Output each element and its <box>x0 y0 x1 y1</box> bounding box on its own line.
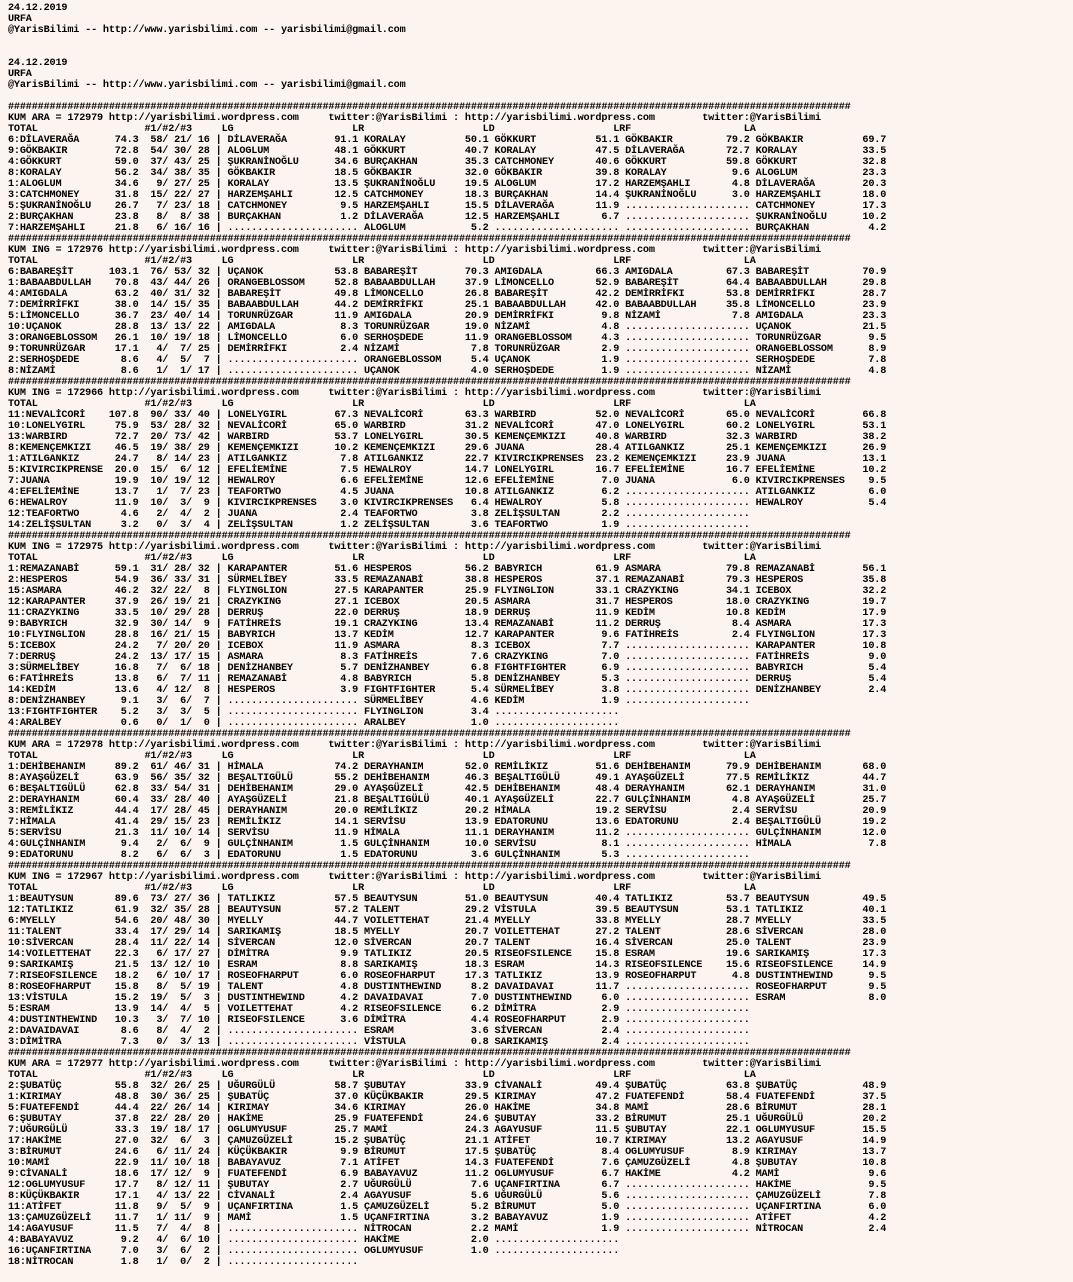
horse-row: 6:ŞUBUTAY 37.8 22/ 28/ 20 | HAKİME 25.9 FUATEFENDİ 24.6 ŞUBUTAY 33.2 BİRUMUT 25.1 UĞURGÜLÜ 20.2 <box>8 1114 887 1125</box>
race-header-line: KUM ARA = 172977 http://yarisbilimi.wordpress.com twitter:@YarisBilimi : http://yarisbilimi.wordpress.com twitter:@YarisBilimi <box>8 1059 821 1070</box>
horse-row: 12:OGLUMYUSUF 17.7 8/ 12/ 11 | ŞUBUTAY 2.7 UĞURGÜLÜ 7.6 UÇANFIRTINA 6.7 ..................... HAKİME 9.5 <box>8 1180 887 1191</box>
horse-row: 8:NİZAMİ 8.6 1/ 1/ 17 | ...................... UÇANOK 4.0 SERHOŞDEDE 1.9 ..................... NİZAMİ 4.8 <box>8 366 887 377</box>
horse-row: 2:BURÇAKHAN 23.8 8/ 8/ 38 | BURÇAKHAN 1.2 DİLAVERAĞA 12.5 HARZEMŞAHLI 6.7 ..................... ŞUKRANİNOĞLU 10.2 <box>8 212 887 223</box>
horse-row: 3:REMİLİKIZ 44.4 17/ 28/ 45 | DERAYHANIM 20.0 REMİLİKIZ 20.2 HİMALA 19.2 SERVİSU 2.4 SERVİSU 20.9 <box>8 806 887 817</box>
text-line: URFA <box>8 69 32 80</box>
horse-row: 2:SERHOŞDEDE 8.6 4/ 5/ 7 | ...................... ORANGEBLOSSOM 5.4 UÇANOK 1.9 ..................... SERHOŞDEDE 7.8 <box>8 355 887 366</box>
separator-line: ############################################################################################################################################## <box>8 234 851 245</box>
horse-row: 12:KARAPANTER 37.9 26/ 19/ 21 | CRAZYKING 27.1 ICEBOX 20.5 ASMARA 31.7 HESPEROS 18.0 CRAZYKING 19.7 <box>8 597 887 608</box>
contact-line: @YarisBilimi -- http://www.yarisbilimi.com -- yarisbilimi@gmail.com <box>8 25 406 36</box>
text-line: 24.12.2019 <box>8 3 68 14</box>
horse-row: 3:SÜRMELİBEY 16.8 7/ 6/ 18 | DENİZHANBEY 5.7 DENİZHANBEY 6.8 FIGHTFIGHTER 6.9 ..................... BABYRICH 5.4 <box>8 663 887 674</box>
horse-row: 8:KÜÇÜKBAKIR 17.1 4/ 13/ 22 | CİVANALİ 2.4 AGAYUSUF 5.6 UĞURGÜLÜ 5.6 ..................... ÇAMUZGÜZELİ 7.8 <box>8 1191 887 1202</box>
blank-line <box>8 91 1073 102</box>
horse-row: 2:DERAYHANIM 60.4 33/ 28/ 40 | AYAŞGÜZELİ 21.8 BEŞALTIGÜLÜ 40.1 AYAŞGÜZELİ 22.7 GULÇİNHANIM 4.8 AYAŞGÜZELİ 25.7 <box>8 795 887 806</box>
blank-line <box>8 36 1073 47</box>
horse-row: 7:JUANA 19.9 10/ 19/ 12 | HEWALROY 6.6 EFELİEMİNE 12.6 EFELİEMİNE 7.0 JUANA 6.0 KIVIRCIKPRENSES 9.5 <box>8 476 887 487</box>
horse-row: 5:LİMONCELLO 36.7 23/ 40/ 14 | TORUNRÜZGAR 11.9 AMIGDALA 20.9 DEMİRRİFKI 9.8 NİZAMİ 7.8 AMIGDALA 23.3 <box>8 311 887 322</box>
horse-row: 18:NİTROCAN 1.8 1/ 0/ 2 | ...................... <box>8 1257 359 1268</box>
horse-row: 8:KEMENÇEMKIZI 46.5 19/ 38/ 29 | KEMENÇEMKIZI 10.2 KEMENÇEMKIZI 29.6 JUANA 28.4 ATILGANKIZ 25.1 KEMENÇEMKIZI 26.9 <box>8 443 887 454</box>
horse-row: 14:AGAYUSUF 11.5 7/ 4/ 8 | ...................... NİTROCAN 2.2 MAMİ 1.9 ..................... NİTROCAN 2.4 <box>8 1224 887 1235</box>
column-header-line: TOTAL #1/#2/#3 LG LR LD LRF LA <box>8 883 756 894</box>
horse-row: 6:MYELLY 54.6 20/ 48/ 30 | MYELLY 44.7 VOILETTEHAT 21.4 MYELLY 33.8 MYELLY 28.7 MYELLY 33.5 <box>8 916 887 927</box>
horse-row: 9:GÖKBAKIR 72.8 54/ 30/ 28 | ALOGLUM 48.1 GÖKKURT 40.7 KORALAY 47.5 DİLAVERAĞA 72.7 KORALAY 33.5 <box>8 146 887 157</box>
horse-row: 5:SERVİSU 21.3 11/ 10/ 14 | SERVİSU 11.9 HİMALA 11.1 DERAYHANIM 11.2 ..................... GULÇİNHANIM 12.0 <box>8 828 887 839</box>
horse-row: 6:HEWALROY 11.9 10/ 3/ 9 | KIVIRCIKPRENSES 3.0 KIVIRCIKPRENSES 6.4 HEWALROY 5.8 ..................... HEWALROY 5.4 <box>8 498 887 509</box>
horse-row: 10:FLYINGLION 28.8 16/ 21/ 15 | BABYRICH 13.7 KEDİM 12.7 KARAPANTER 9.6 FATİHREİS 2.4 FLYINGLION 17.3 <box>8 630 887 641</box>
horse-row: 2:DAVAIDAVAI 8.6 8/ 4/ 2 | ...................... ESRAM 3.6 SİVERCAN 2.4 ..................... <box>8 1026 750 1037</box>
horse-row: 1:REMAZANABİ 59.1 31/ 28/ 32 | KARAPANTER 51.6 HESPEROS 56.2 BABYRICH 61.9 ASMARA 79.8 REMAZANABİ 56.1 <box>8 564 887 575</box>
horse-row: 9:SARIKAMIŞ 21.5 13/ 12/ 10 | ESRAM 8.8 SARIKAMIŞ 18.3 ESRAM 14.3 RISEOFSILENCE 15.6 RISEOFSILENCE 14.9 <box>8 960 887 971</box>
horse-row: 7:DERRUŞ 24.2 13/ 17/ 15 | ASMARA 8.3 FATİHREİS 7.6 CRAZYKING 7.0 ..................... FATİHREİS 9.0 <box>8 652 887 663</box>
blank-line <box>8 47 1073 58</box>
horse-row: 10:UÇANOK 28.8 13/ 13/ 22 | AMIGDALA 8.3 TORUNRÜZGAR 19.0 NİZAMİ 4.8 ..................... UÇANOK 21.5 <box>8 322 887 333</box>
horse-row: 9:EDATORUNU 8.2 6/ 6/ 3 | EDATORUNU 1.5 EDATORUNU 3.6 GULÇİNHANIM 5.3 ..................... <box>8 850 750 861</box>
horse-row: 2:HESPEROS 54.9 36/ 33/ 31 | SÜRMELİBEY 33.5 REMAZANABİ 38.8 HESPEROS 37.1 REMAZANABİ 79.3 HESPEROS 35.8 <box>8 575 887 586</box>
horse-row: 5:FUATEFENDİ 44.4 22/ 26/ 14 | KIRIMAY 34.6 KIRIMAY 26.0 HAKİME 34.8 MAMİ 28.6 BİRUMUT 28.1 <box>8 1103 887 1114</box>
horse-row: 3:DİMİTRA 7.3 0/ 3/ 13 | ...................... VİSTULA 0.8 SARIKAMIŞ 2.4 ..................... <box>8 1037 750 1048</box>
contact-line: @YarisBilimi -- http://www.yarisbilimi.com -- yarisbilimi@gmail.com <box>8 80 406 91</box>
horse-row: 4:DUSTINTHEWIND 10.3 3/ 7/ 10 | RISEOFSILENCE 3.6 DİMİTRA 4.4 ROSEOFHARPUT 2.9 ..................... <box>8 1015 750 1026</box>
race-header-line: KUM ARA = 172979 http://yarisbilimi.wordpress.com twitter:@YarisBilimi : http://yarisbilimi.wordpress.com twitter:@YarisBilimi <box>8 113 821 124</box>
race-header-line: KUM ING = 172966 http://yarisbilimi.wordpress.com twitter:@YarisBilimi : http://yarisbilimi.wordpress.com twitter:@YarisBilimi <box>8 388 821 399</box>
horse-row: 4:BABAYAVUZ 9.2 4/ 6/ 10 | ...................... HAKİME 2.0 ..................... <box>8 1235 620 1246</box>
horse-row: 5:ESRAM 13.9 14/ 4/ 5 | VOILETTEHAT 4.2 RISEOFSILENCE 6.2 DİMİTRA 2.9 ..................... <box>8 1004 750 1015</box>
horse-row: 8:DENİZHANBEY 9.1 3/ 6/ 7 | ...................... SÜRMELİBEY 4.6 KEDİM 1.9 ..................... <box>8 696 750 707</box>
separator-line: ############################################################################################################################################## <box>8 377 851 388</box>
horse-row: 8:KORALAY 56.2 34/ 38/ 35 | GÖKBAKIR 18.5 GÖKBAKIR 32.0 GÖKBAKIR 39.8 KORALAY 9.6 ALOGLUM 23.3 <box>8 168 887 179</box>
horse-row: 1:BEAUTYSUN 89.6 73/ 27/ 36 | TATLIKIZ 57.5 BEAUTYSUN 51.0 BEAUTYSUN 40.4 TATLIKIZ 53.7 BEAUTYSUN 49.5 <box>8 894 887 905</box>
horse-row: 8:AYAŞGÜZELİ 63.9 56/ 35/ 32 | BEŞALTIGÜLÜ 55.2 DEHİBEHANIM 46.3 BEŞALTIGÜLÜ 49.1 AYAŞGÜZELİ 77.5 REMİLİKIZ 44.7 <box>8 773 887 784</box>
horse-row: 17:HAKİME 27.0 32/ 6/ 3 | ÇAMUZGÜZELİ 15.2 ŞUBATÜÇ 21.1 ATİFET 10.7 KIRIMAY 13.2 AGAYUSUF 14.9 <box>8 1136 887 1147</box>
separator-line: ############################################################################################################################################## <box>8 729 851 740</box>
race-header-line: KUM ING = 172967 http://yarisbilimi.wordpress.com twitter:@YarisBilimi : http://yarisbilimi.wordpress.com twitter:@YarisBilimi <box>8 872 821 883</box>
horse-row: 6:FATİHREİS 13.8 6/ 7/ 11 | REMAZANABİ 4.8 BABYRICH 5.8 DENİZHANBEY 5.3 ..................... DERRUŞ 5.4 <box>8 674 887 685</box>
horse-row: 6:BEŞALTIGÜLÜ 62.8 33/ 54/ 31 | DEHİBEHANIM 29.0 AYAŞGÜZELİ 42.5 DEHİBEHANIM 48.4 DERAYHANIM 62.1 DERAYHANIM 31.0 <box>8 784 887 795</box>
horse-row: 12:TEAFORTWO 4.6 2/ 4/ 2 | JUANA 2.4 TEAFORTWO 3.8 ZELİŞSULTAN 2.2 ..................... <box>8 509 750 520</box>
horse-row: 4:ARALBEY 0.6 0/ 1/ 0 | ...................... ARALBEY 1.0 ..................... <box>8 718 620 729</box>
race-header-line: KUM ING = 172975 http://yarisbilimi.wordpress.com twitter:@YarisBilimi : http://yarisbilimi.wordpress.com twitter:@YarisBilimi <box>8 542 821 553</box>
column-header-line: TOTAL #1/#2/#3 LG LR LD LRF LA <box>8 399 756 410</box>
column-header-line: TOTAL #1/#2/#3 LG LR LD LRF LA <box>8 1070 756 1081</box>
horse-row: 16:UÇANFIRTINA 7.0 3/ 6/ 2 | ...................... OGLUMYUSUF 1.0 ..................... <box>8 1246 620 1257</box>
horse-row: 9:CİVANALİ 18.6 17/ 12/ 9 | FUATEFENDİ 6.9 BABAYAVUZ 11.2 OGLUMYUSUF 6.7 HAKİME 4.2 MAMİ 9.6 <box>8 1169 887 1180</box>
horse-row: 5:KIVIRCIKPRENSE 20.0 15/ 6/ 12 | EFELİEMİNE 7.5 HEWALROY 14.7 LONELYGIRL 16.7 EFELİEMİNE 16.7 EFELİEMİNE 10.2 <box>8 465 887 476</box>
horse-row: 4:GÖKKURT 59.0 37/ 43/ 25 | ŞUKRANİNOĞLU 34.6 BURÇAKHAN 35.3 CATCHMONEY 40.6 GÖKKURT 59.8 GÖKKURT 32.8 <box>8 157 887 168</box>
horse-row: 7:DEMİRRİFKI 38.0 14/ 15/ 35 | BABAABDULLAH 44.2 DEMİRRİFKI 25.1 BABAABDULLAH 42.0 BABAABDULLAH 35.8 LİMONCELLO 23.9 <box>8 300 887 311</box>
horse-row: 4:AMIGDALA 63.2 40/ 31/ 32 | BABAREŞİT 49.8 LİMONCELLO 26.8 BABAREŞİT 42.2 DEMİRRİFKI 53.8 DEMİRRİFKI 28.7 <box>8 289 887 300</box>
horse-row: 7:HİMALA 41.4 29/ 15/ 23 | REMİLİKIZ 14.1 SERVİSU 13.9 EDATORUNU 13.6 EDATORUNU 2.4 BEŞALTIGÜLÜ 19.2 <box>8 817 887 828</box>
column-header-line: TOTAL #1/#2/#3 LG LR LD LRF LA <box>8 751 756 762</box>
horse-row: 9:TORUNRÜZGAR 17.1 4/ 7/ 25 | DEMİRRİFKI 2.4 NİZAMİ 7.8 TORUNRÜZGAR 2.9 ..................... ORANGEBLOSSOM 8.9 <box>8 344 887 355</box>
horse-row: 11:CRAZYKING 33.5 10/ 29/ 28 | DERRUŞ 22.0 DERRUŞ 18.9 DERRUŞ 11.9 KEDİM 10.8 KEDİM 17.9 <box>8 608 887 619</box>
horse-row: 14:VOILETTEHAT 22.3 6/ 17/ 27 | DİMİTRA 9.9 TATLIKIZ 20.5 RISEOFSILENCE 15.8 ESRAM 19.6 SARIKAMIŞ 17.3 <box>8 949 887 960</box>
horse-row: 1:ATILGANKIZ 24.7 8/ 14/ 23 | ATILGANKIZ 7.8 ATILGANKIZ 22.7 KIVIRCIKPRENSES 23.2 KEMENÇEMKIZI 23.9 JUANA 13.1 <box>8 454 887 465</box>
horse-row: 4:GULÇİNHANIM 9.4 2/ 6/ 9 | GULÇİNHANIM 1.5 GULÇİNHANIM 10.0 SERVİSU 8.1 ..................... HİMALA 7.8 <box>8 839 887 850</box>
horse-row: 7:RISEOFSILENCE 18.2 6/ 10/ 17 | ROSEOFHARPUT 6.0 ROSEOFHARPUT 17.3 TATLIKIZ 13.9 ROSEOFHARPUT 4.8 DUSTINTHEWIND 9.5 <box>8 971 887 982</box>
horse-row: 14:ZELİŞSULTAN 3.2 0/ 3/ 4 | ZELİŞSULTAN 1.2 ZELİŞSULTAN 3.6 TEAFORTWO 1.9 ..................... <box>8 520 750 531</box>
horse-row: 5:ICEBOX 24.2 7/ 20/ 20 | ICEBOX 11.9 ASMARA 8.3 ICEBOX 7.7 ..................... KARAPANTER 10.8 <box>8 641 887 652</box>
horse-row: 11:NEVALİCORİ 107.8 90/ 33/ 40 | LONELYGIRL 67.3 NEVALİCORİ 63.3 WARBIRD 52.0 NEVALİCORİ 65.0 NEVALİCORİ 66.8 <box>8 410 887 421</box>
horse-row: 1:DEHİBEHANIM 89.2 61/ 46/ 31 | HİMALA 74.2 DERAYHANIM 52.0 REMİLİKIZ 51.6 DEHİBEHANIM 79.9 DEHİBEHANIM 68.0 <box>8 762 887 773</box>
horse-row: 1:ALOGLUM 34.6 9/ 27/ 25 | KORALAY 13.5 ŞUKRANİNOĞLU 19.5 ALOGLUM 17.2 HARZEMŞAHLI 4.8 DİLAVERAĞA 20.3 <box>8 179 887 190</box>
horse-row: 4:EFELİEMİNE 13.7 1/ 7/ 23 | TEAFORTWO 4.5 JUANA 10.8 ATILGANKIZ 6.2 ..................... ATILGANKIZ 6.0 <box>8 487 887 498</box>
horse-row: 13:VİSTULA 15.2 19/ 5/ 3 | DUSTINTHEWIND 4.2 DAVAIDAVAI 7.0 DUSTINTHEWIND 6.0 ..................... ESRAM 8.0 <box>8 993 887 1004</box>
horse-row: 13:ÇAMUZGÜZELİ 11.7 1/ 11/ 9 | MAMİ 1.5 UÇANFIRTINA 3.2 BABAYAVUZ 1.9 ..................... ATİFET 4.2 <box>8 1213 887 1224</box>
separator-line: ############################################################################################################################################## <box>8 102 851 113</box>
horse-row: 11:ATİFET 11.8 9/ 5/ 9 | UÇANFIRTINA 1.5 ÇAMUZGÜZELİ 5.2 BİRUMUT 5.0 ..................... UÇANFIRTINA 6.0 <box>8 1202 887 1213</box>
horse-row: 10:LONELYGIRL 75.9 53/ 28/ 32 | NEVALİCORİ 65.0 WARBIRD 31.2 NEVALİCORİ 47.0 LONELYGIRL 60.2 LONELYGIRL 53.1 <box>8 421 887 432</box>
race-header-line: KUM ARA = 172978 http://yarisbilimi.wordpress.com twitter:@YarisBilimi : http://yarisbilimi.wordpress.com twitter:@YarisBilimi <box>8 740 821 751</box>
horse-row: 10:MAMİ 22.9 11/ 10/ 18 | BABAYAVUZ 7.1 ATİFET 14.3 FUATEFENDİ 7.6 ÇAMUZGÜZELİ 4.8 ŞUBUTAY 10.8 <box>8 1158 887 1169</box>
horse-row: 9:BABYRICH 32.9 30/ 14/ 9 | FATİHREİS 19.1 CRAZYKING 13.4 REMAZANABİ 11.2 DERRUŞ 8.4 ASMARA 17.3 <box>8 619 887 630</box>
horse-row: 10:SİVERCAN 28.4 11/ 22/ 14 | SİVERCAN 12.0 SİVERCAN 20.7 TALENT 16.4 SİVERCAN 25.0 TALENT 23.9 <box>8 938 887 949</box>
horse-row: 6:DİLAVERAĞA 74.3 58/ 21/ 16 | DİLAVERAĞA 91.1 KORALAY 50.1 GÖKKURT 51.1 GÖKBAKIR 79.2 GÖKBAKIR 69.7 <box>8 135 887 146</box>
horse-row: 11:TALENT 33.4 17/ 29/ 14 | SARIKAMIŞ 18.5 MYELLY 20.7 VOILETTEHAT 27.2 TALENT 28.6 SİVERCAN 28.0 <box>8 927 887 938</box>
horse-row: 5:ŞUKRANİNOĞLU 26.7 7/ 23/ 18 | CATCHMONEY 9.5 HARZEMŞAHLI 15.5 DİLAVERAĞA 11.9 ..................... CATCHMONEY 17.3 <box>8 201 887 212</box>
separator-line: ############################################################################################################################################## <box>8 531 851 542</box>
horse-row: 14:KEDİM 13.6 4/ 12/ 8 | HESPEROS 3.9 FIGHTFIGHTER 5.4 SÜRMELİBEY 3.8 ..................... DENİZHANBEY 2.4 <box>8 685 887 696</box>
horse-row: 13:FIGHTFIGHTER 5.2 3/ 3/ 5 | ...................... FLYINGLION 3.4 ..................... <box>8 707 620 718</box>
horse-row: 8:ROSEOFHARPUT 15.8 8/ 5/ 19 | TALENT 4.8 DUSTINTHEWIND 8.2 DAVAIDAVAI 11.7 ..................... ROSEOFHARPUT 9.5 <box>8 982 887 993</box>
horse-row: 7:UĞURGÜLÜ 33.3 19/ 18/ 17 | OGLUMYUSUF 25.7 MAMİ 24.3 AGAYUSUF 11.5 ŞUBUTAY 22.1 OGLUMYUSUF 15.5 <box>8 1125 887 1136</box>
column-header-line: TOTAL #1/#2/#3 LG LR LD LRF LA <box>8 553 756 564</box>
separator-line: ############################################################################################################################################## <box>8 861 851 872</box>
horse-row: 13:WARBIRD 72.7 20/ 73/ 42 | WARBIRD 53.7 LONELYGIRL 30.5 KEMENÇEMKIZI 40.8 WARBIRD 32.3 WARBIRD 38.2 <box>8 432 887 443</box>
horse-row: 7:HARZEMŞAHLI 21.8 6/ 16/ 16 | ...................... ALOGLUM 5.2 ..................... ..................... BURÇAKHAN 4.2 <box>8 223 887 234</box>
race-header-line: KUM ING = 172976 http://yarisbilimi.wordpress.com twitter:@YarisBilimi : http://yarisbilimi.wordpress.com twitter:@YarisBilimi <box>8 245 821 256</box>
horse-row: 3:CATCHMONEY 31.8 15/ 22/ 27 | HARZEMŞAHLI 12.5 CATCHMONEY 18.3 BURÇAKHAN 14.4 ŞUKRANİNOĞLU 3.0 HARZEMŞAHLI 18.0 <box>8 190 887 201</box>
horse-row: 2:ŞUBATÜÇ 55.8 32/ 26/ 25 | UĞURGÜLÜ 58.7 ŞUBUTAY 33.9 CİVANALİ 49.4 ŞUBATÜÇ 63.8 ŞUBATÜÇ 48.9 <box>8 1081 887 1092</box>
column-header-line: TOTAL #1/#2/#3 LG LR LD LRF LA <box>8 256 756 267</box>
horse-row: 1:BABAABDULLAH 70.8 43/ 44/ 26 | ORANGEBLOSSOM 52.8 BABAABDULLAH 37.9 LİMONCELLO 52.9 BABAREŞİT 64.4 BABAABDULLAH 29.8 <box>8 278 887 289</box>
horse-row: 15:ASMARA 46.2 32/ 22/ 8 | FLYINGLION 27.5 KARAPANTER 25.9 FLYINGLION 33.1 CRAZYKING 34.1 ICEBOX 32.2 <box>8 586 887 597</box>
column-header-line: TOTAL #1/#2/#3 LG LR LD LRF LA <box>8 124 756 135</box>
text-line: 24.12.2019 <box>8 58 68 69</box>
separator-line: ############################################################################################################################################## <box>8 1048 851 1059</box>
horse-row: 1:KIRIMAY 48.8 30/ 36/ 25 | ŞUBATÜÇ 37.0 KÜÇÜKBAKIR 29.5 KIRIMAY 47.2 FUATEFENDİ 58.4 FUATEFENDİ 37.5 <box>8 1092 887 1103</box>
horse-row: 3:ORANGEBLOSSOM 26.1 10/ 19/ 18 | LİMONCELLO 6.0 SERHOŞDEDE 11.9 ORANGEBLOSSOM 4.3 ..................... TORUNRÜZGAR 9.5 <box>8 333 887 344</box>
horse-row: 12:TATLIKIZ 61.9 32/ 35/ 28 | BEAUTYSUN 57.2 TALENT 29.2 VİSTULA 39.5 BEAUTYSUN 53.1 TATLIKIZ 40.1 <box>8 905 887 916</box>
horse-row: 6:BABAREŞİT 103.1 76/ 53/ 32 | UÇANOK 53.8 BABAREŞİT 70.3 AMIGDALA 66.3 AMIGDALA 67.3 BABAREŞİT 70.9 <box>8 267 887 278</box>
text-line: URFA <box>8 14 32 25</box>
horse-row: 3:BİRUMUT 24.6 6/ 11/ 24 | KÜÇÜKBAKIR 9.9 BİRUMUT 17.5 ŞUBATÜÇ 8.4 OGLUMYUSUF 8.9 KIRIMAY 13.7 <box>8 1147 887 1158</box>
